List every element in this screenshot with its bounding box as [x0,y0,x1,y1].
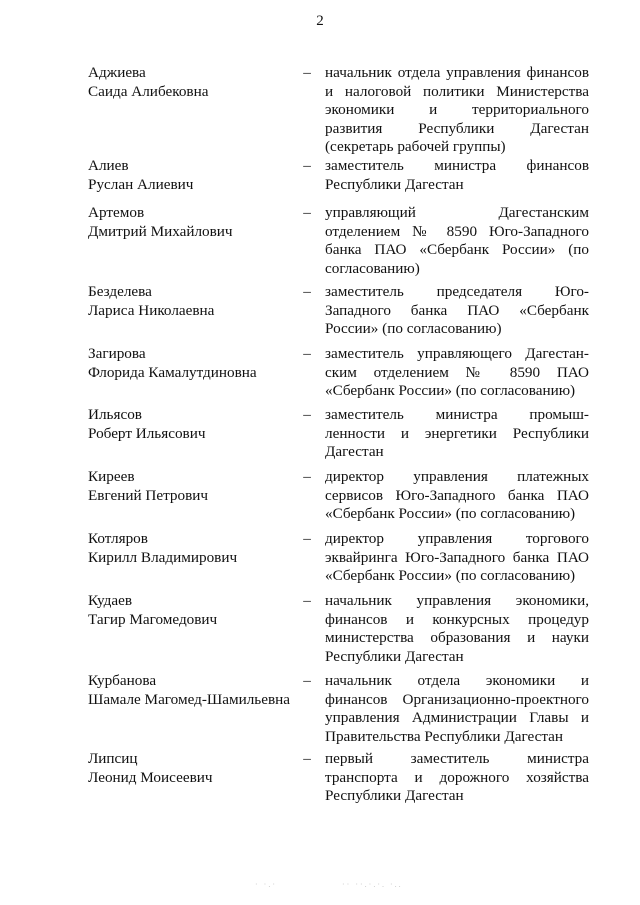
member-position [325,530,589,586]
member-given-names: Шамале Магомед-Шамильевна [88,690,290,708]
position-line: (секретарь рабочей группы) [325,138,506,155]
member-surname: Загирова [88,345,146,362]
member-surname: Артемов [88,204,145,221]
member-position [325,157,589,194]
position-line: банка ПАО «Сбербанк России» (по [325,241,589,258]
member-given-names: Руслан Алиевич [88,175,194,193]
position-line: «Сбербанк России» (по согласованию) [325,382,576,399]
member-given-names: Саида Алибековна [88,82,209,100]
dash-separator: – [303,64,311,81]
member-surname: Липсиц [88,750,138,767]
member-given-names: Роберт Ильясович [88,424,206,442]
member-name [88,64,298,101]
position-line: заместитель министра промыш- [325,406,589,423]
member-name [88,672,298,709]
position-line: министерства образования и науки [325,629,589,646]
member-surname: Аджиева [88,64,146,81]
dash-separator: – [303,468,311,485]
position-line: Республики Дагестан [325,647,464,665]
dash-separator: – [303,283,311,300]
member-name [88,345,298,382]
position-line: сервисов Юго-Западного банка ПАО [325,486,589,504]
position-line: первый заместитель министра [325,750,589,767]
position-line: заместитель министра финансов [325,157,589,174]
position-line: Западного банка ПАО «Сбербанк [325,301,589,319]
position-line: транспорта и дорожного хозяйства [325,768,589,786]
position-line: Правительства Республики Дагестан [325,727,564,745]
position-line: управления Администрации Главы и [325,709,589,726]
position-line: заместитель управляющего Дагестан- [325,345,589,362]
position-line: эквайринга Юго-Западного банка ПАО [325,548,589,566]
scan-artifact: ·· ··.·.·. ·.. [342,880,403,889]
member-surname: Ильясов [88,406,142,423]
dash-separator: – [303,345,311,362]
member-given-names: Евгений Петрович [88,486,209,504]
dash-separator: – [303,406,311,423]
position-line: ленности и энергетики Республики [325,424,589,442]
member-given-names: Кирилл Владимирович [88,548,238,566]
member-surname: Алиев [88,157,129,174]
member-name [88,750,298,787]
position-line: заместитель председателя Юго- [325,283,589,300]
position-line: начальник управления экономики, [325,592,589,609]
position-line: и налоговой политики Министерства [325,82,589,100]
member-position [325,204,589,278]
page-number: 2 [316,13,324,29]
position-line: развития Республики Дагестан [325,119,589,137]
position-line: Республики Дагестан [325,175,464,193]
member-surname: Безделева [88,283,152,300]
position-line: управляющий Дагестанским [325,204,589,221]
position-line: экономики и территориального [325,101,589,118]
member-given-names: Лариса Николаевна [88,301,215,319]
member-position [325,750,589,806]
dash-separator: – [303,530,311,547]
dash-separator: – [303,750,311,767]
position-line: Республики Дагестан [325,787,464,804]
dash-separator: – [303,204,311,221]
position-line: отделением № 8590 Юго-Западного [325,222,589,240]
member-name [88,204,298,241]
member-surname: Курбанова [88,672,157,689]
position-line: директор управления платежных [325,468,589,485]
position-line: «Сбербанк России» (по согласованию) [325,505,576,522]
position-line: финансов и конкурсных процедур [325,610,589,628]
member-name [88,406,298,443]
member-name [88,283,298,320]
member-position [325,283,589,339]
position-line: начальник отдела управления финансов [325,64,589,81]
position-line: Дагестан [325,443,384,460]
position-line: директор управления торгового [325,530,589,547]
member-surname: Котляров [88,530,148,547]
position-line: начальник отдела экономики и [325,672,589,689]
scan-artifact: · ·.· [255,880,277,889]
position-line: согласованию) [325,259,420,277]
position-line: финансов Организационно-проектного [325,690,589,708]
member-name [88,530,298,567]
dash-separator: – [303,592,311,609]
member-position [325,468,589,524]
member-name [88,468,298,505]
member-given-names: Дмитрий Михайлович [88,222,233,240]
member-position [325,406,589,462]
member-given-names: Тагир Магомедович [88,610,218,628]
member-surname: Киреев [88,468,135,485]
position-line: России» (по согласованию) [325,320,502,337]
member-name [88,592,298,629]
member-given-names: Флорида Камалутдиновна [88,363,257,381]
member-position [325,592,589,666]
member-position [325,345,589,401]
position-line: «Сбербанк России» (по согласованию) [325,567,576,584]
dash-separator: – [303,157,311,174]
member-surname: Кудаев [88,592,133,609]
position-line: ским отделением № 8590 ПАО [325,363,589,381]
member-name [88,157,298,194]
member-given-names: Леонид Моисеевич [88,768,213,786]
member-position [325,64,589,157]
dash-separator: – [303,672,311,689]
member-position [325,672,589,746]
